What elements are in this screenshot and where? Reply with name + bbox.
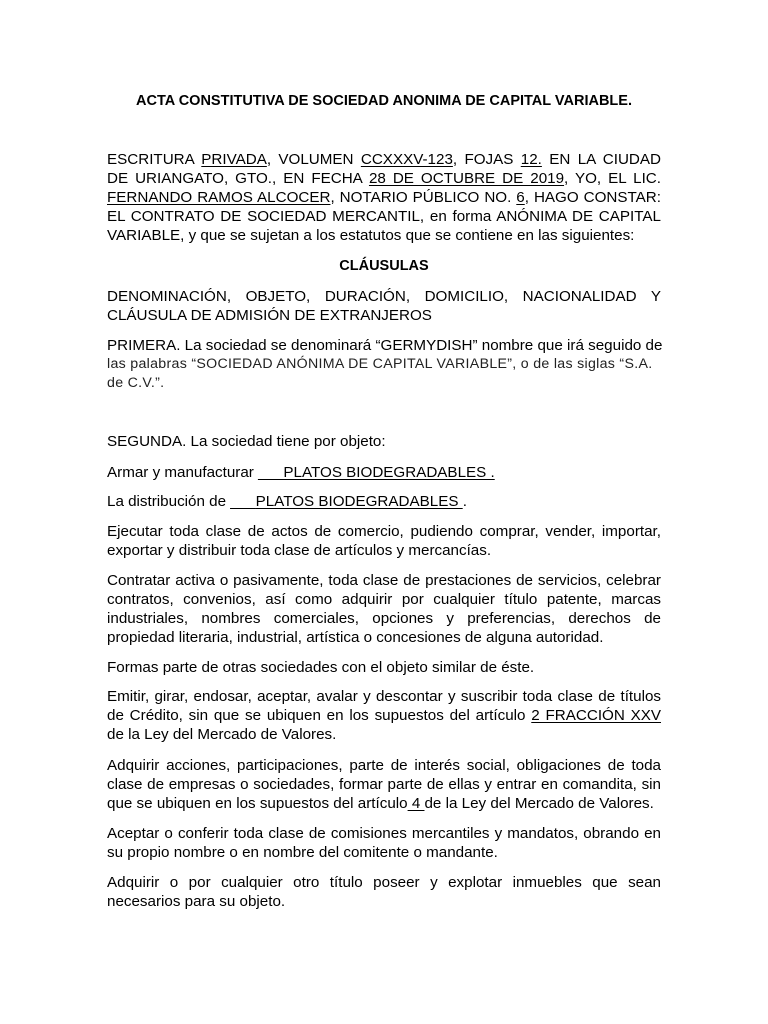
escritura-type: PRIVADA	[201, 151, 267, 168]
aceptar-paragraph: Aceptar o conferir toda clase de comisiones mercantiles y mandatos, obrando en su propio nombre o en nombre del comitente o mandante.	[107, 825, 661, 861]
intro-text: , VOLUMEN	[266, 151, 361, 168]
armar-value: PLATOS BIODEGRADABLES .	[283, 464, 495, 481]
distribucion-label: La distribución de	[107, 493, 231, 510]
emitir-paragraph	[107, 687, 661, 744]
document-title: ACTA CONSTITUTIVA DE SOCIEDAD ANONIMA DE CAPITAL VARIABLE.	[136, 93, 632, 109]
distribucion-blank: ___	[230, 493, 256, 510]
intro-text: ESCRITURA	[107, 151, 202, 168]
adquirir-acciones-text: Adquirir acciones, participaciones, parte de interés social, obligaciones de toda clase de empresas o sociedades, formar parte de ellas y entrar en comandita, sin que se ubiquen en los supuestos del artículo	[107, 757, 661, 812]
primera-clause	[107, 336, 661, 393]
notario-name: FERNANDO RAMOS ALCOCER	[107, 189, 331, 206]
adquirir-acciones-paragraph	[107, 756, 661, 813]
emitir-articulo: 2 FRACCIÓN XXV	[531, 707, 661, 724]
armar-label: Armar y manufacturar	[107, 464, 259, 481]
adquirir-inmuebles-paragraph: Adquirir o por cualquier otro título poseer y explotar inmuebles que sean necesarios para su objeto.	[107, 874, 661, 910]
emitir-text: Emitir, girar, endosar, aceptar, avalar y descontar y suscribir toda clase de títulos de Crédito, sin que se ubiquen en los supuestos del artículo	[107, 688, 661, 724]
segunda-clause: SEGUNDA. La sociedad tiene por objeto:	[107, 433, 386, 450]
formas-paragraph: Formas parte de otras sociedades con el objeto similar de éste.	[107, 659, 535, 676]
adquirir-acciones-text: de la Ley del Mercado de Valores.	[424, 795, 654, 812]
intro-text: , NOTARIO PÚBLICO NO.	[330, 189, 517, 206]
primera-line-1: PRIMERA. La sociedad se denominará “GERMYDISH” nombre que irá seguido de	[107, 337, 663, 354]
primera-line-2: las palabras “SOCIEDAD ANÓNIMA DE CAPITAL VARIABLE”, o de las siglas “S.A.	[107, 356, 653, 372]
clausulas-heading: CLÁUSULAS	[339, 258, 429, 274]
armar-line	[107, 463, 661, 482]
intro-text: , HAGO CONSTAR: EL CONTRATO DE SOCIEDAD MERCANTIL, en forma ANÓNIMA DE CAPITAL VARIABLE, y que se sujetan a los estatutos que se contiene en las siguientes:	[107, 189, 661, 244]
distribucion-tail: .	[462, 493, 467, 510]
contratar-paragraph: Contratar activa o pasivamente, toda clase de prestaciones de servicios, celebrar contratos, convenios, así como adquirir por cualquier título patente, marcas industriales, nombres comerciales, opciones y preferencias, derechos de propiedad literaria, industrial, artística o concesiones de alguna autoridad.	[107, 572, 661, 646]
intro-text: , YO, EL LIC.	[564, 170, 661, 187]
intro-text: , FOJAS	[452, 151, 521, 168]
ejecutar-paragraph: Ejecutar toda clase de actos de comercio, pudiendo comprar, vender, importar, exportar y distribuir toda clase de artículos y mercancías.	[107, 523, 661, 559]
adquirir-acciones-articulo: 4	[407, 795, 425, 812]
volumen-value: CCXXXV-123	[360, 151, 453, 168]
fecha-value: 28 DE OCTUBRE DE 2019	[368, 170, 565, 187]
notario-number: 6	[516, 189, 525, 206]
intro-paragraph	[107, 150, 661, 245]
intro-text: EN LA CIUDAD DE URIANGATO, GTO., EN FECHA	[107, 151, 661, 187]
distribucion-line	[107, 492, 661, 511]
section-heading: DENOMINACIÓN, OBJETO, DURACIÓN, DOMICILIO, NACIONALIDAD Y CLÁUSULA DE ADMISIÓN DE EXTRANJEROS	[107, 288, 661, 324]
emitir-text: de la Ley del Mercado de Valores.	[107, 726, 337, 743]
armar-blank: ___	[258, 464, 284, 481]
distribucion-value: PLATOS BIODEGRADABLES	[255, 493, 463, 510]
primera-line-3: de C.V.”.	[107, 375, 165, 391]
fojas-value: 12.	[520, 151, 542, 168]
